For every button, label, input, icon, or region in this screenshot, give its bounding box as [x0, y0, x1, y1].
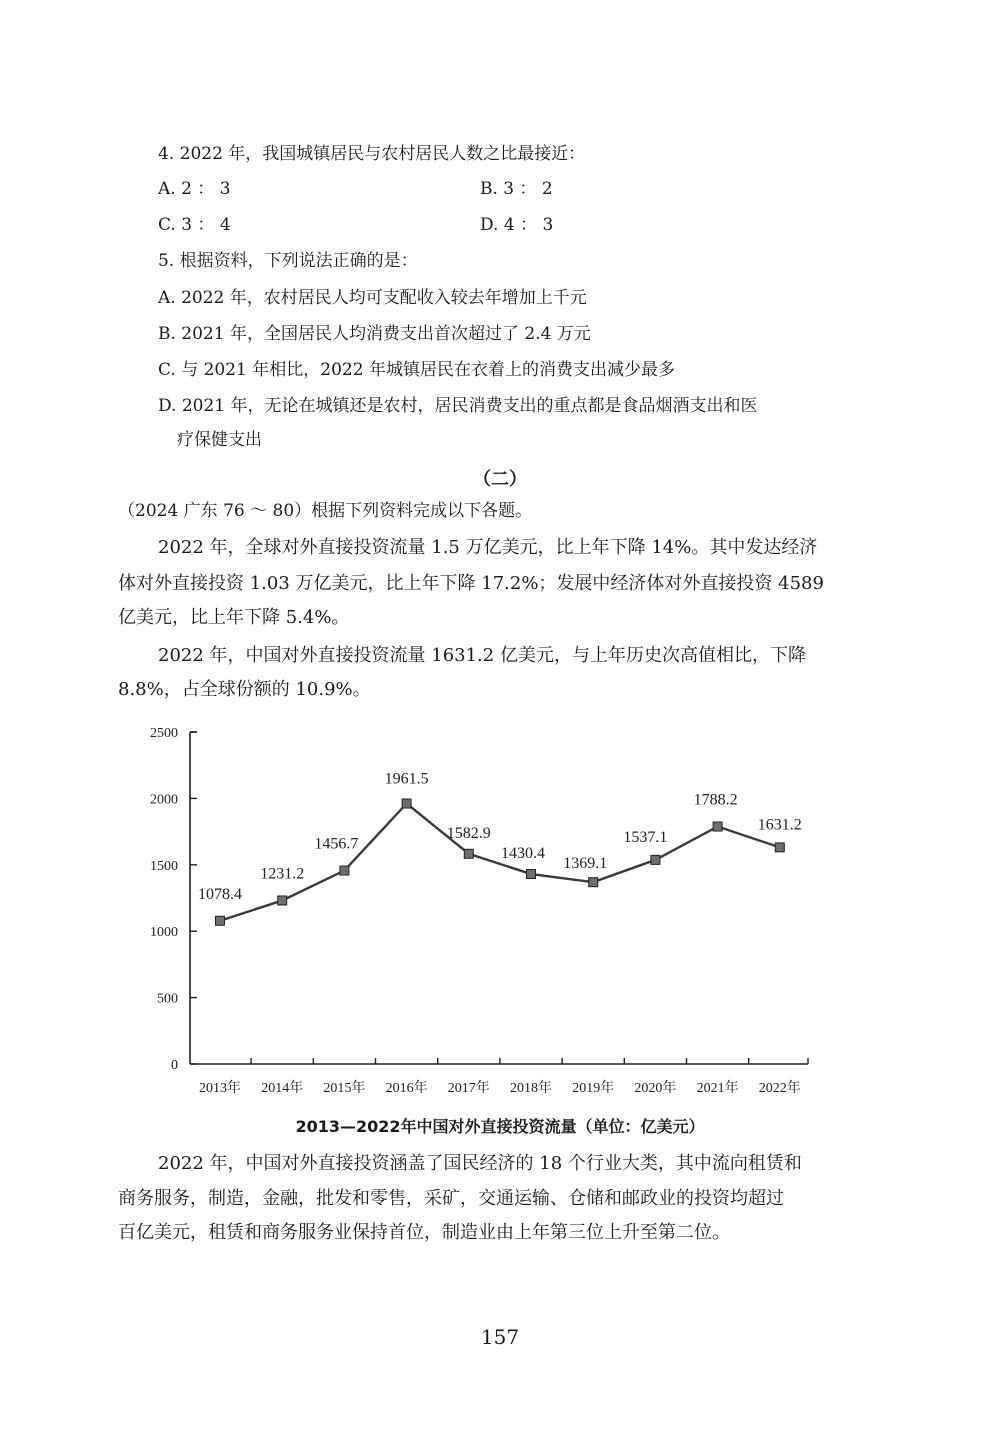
data-point-2013年: [216, 916, 225, 925]
page-number: 157: [480, 1325, 520, 1349]
y-tick-label: 1000: [150, 925, 178, 941]
para2-line2: 8.8%，占全球份额的 10.9%。: [118, 679, 371, 700]
q4-option-b: B. 3 ： 2: [480, 179, 553, 199]
x-tick-label: 2016年: [385, 1081, 428, 1096]
y-tick-label: 2000: [150, 792, 178, 808]
para2-line1: 2022 年，中国对外直接投资流量 1631.2 亿美元，与上年历史次高值相比，下降: [158, 645, 806, 666]
q5-option-a: A. 2022 年，农村居民人均可支配收入较去年增加上千元: [158, 288, 587, 308]
q4-option-a: A. 2 ： 3: [158, 179, 231, 199]
data-point-2017年: [464, 849, 473, 858]
section-source: （2024 广东 76 ～ 80）根据下列资料完成以下各题。: [118, 501, 533, 521]
y-tick-label: 0: [171, 1058, 178, 1073]
x-tick-label: 2022年: [758, 1081, 801, 1096]
data-labels: [198, 771, 802, 903]
para1-line1: 2022 年，全球对外直接投资流量 1.5 万亿美元，比上年下降 14%。其中发达经济: [158, 537, 818, 558]
x-tick-label: 2013年: [199, 1081, 241, 1096]
y-tick-label: 500: [157, 991, 178, 1007]
data-label: 1456.7: [314, 835, 359, 853]
x-tick-label: 2014年: [261, 1081, 304, 1096]
data-label: 1231.2: [260, 865, 305, 883]
data-label: 1631.2: [757, 816, 802, 834]
x-tick-label: 2015年: [323, 1081, 366, 1096]
series-line: [220, 804, 780, 921]
fdi-line-chart: [0, 715, 1000, 1115]
q5-option-b: B. 2021 年，全国居民人均消费支出首次超过了 2.4 万元: [158, 324, 591, 344]
q5-stem: 5. 根据资料，下列说法正确的是：: [158, 251, 418, 271]
q4-option-c: C. 3 ： 4: [158, 215, 231, 235]
section-title: （二）: [473, 469, 527, 490]
data-point-2022年: [775, 843, 784, 852]
x-tick-label: 2019年: [572, 1081, 615, 1096]
x-tick-label: 2021年: [696, 1081, 739, 1096]
para3-line2: 商务服务，制造，金融，批发和零售，采矿，交通运输、仓储和邮政业的投资均超过: [118, 1188, 784, 1209]
q5-option-c: C. 与 2021 年相比，2022 年城镇居民在衣着上的消费支出减少最多: [158, 360, 675, 380]
q4-option-d: D. 4 ： 3: [480, 215, 554, 235]
data-label: 1537.1: [623, 828, 668, 846]
x-axis: [190, 1058, 808, 1096]
data-label: 1582.9: [446, 824, 491, 842]
series-line-group: [216, 799, 785, 925]
data-point-2021年: [713, 822, 722, 831]
data-label: 1078.4: [198, 885, 242, 903]
data-point-2020年: [651, 855, 660, 864]
data-label: 1430.4: [501, 845, 545, 863]
para1-line2: 体对外直接投资 1.03 万亿美元，比上年下降 17.2%；发展中经济体对外直接投资 4589: [118, 573, 824, 594]
x-tick-label: 2020年: [634, 1081, 677, 1096]
data-point-2015年: [340, 866, 349, 875]
q5-option-d: D. 2021 年，无论在城镇还是农村，居民消费支出的重点都是食品烟酒支出和医: [158, 396, 758, 416]
data-label: 1369.1: [563, 855, 608, 873]
data-point-2014年: [278, 896, 287, 905]
q4-stem: 4. 2022 年，我国城镇居民与农村居民人数之比最接近：: [158, 144, 586, 164]
q5-option-d-cont: 疗保健支出: [177, 430, 262, 450]
para3-line1: 2022 年，中国对外直接投资涵盖了国民经济的 18 个行业大类，其中流向租赁和: [158, 1153, 802, 1174]
data-point-2019年: [589, 878, 598, 887]
y-tick-label: 1500: [150, 858, 178, 874]
para1-line3: 亿美元，比上年下降 5.4%。: [118, 607, 350, 628]
x-tick-label: 2018年: [510, 1081, 552, 1096]
data-label: 1961.5: [384, 770, 429, 788]
y-axis: [150, 726, 197, 1073]
data-label: 1788.2: [693, 791, 738, 809]
data-point-2016年: [402, 799, 411, 808]
data-point-2018年: [527, 870, 536, 879]
para3-line3: 百亿美元，租赁和商务服务业保持首位，制造业由上年第三位上升至第二位。: [118, 1222, 730, 1243]
x-tick-label: 2017年: [447, 1081, 490, 1096]
chart-caption: 2013—2022年中国对外直接投资流量（单位：亿美元）: [295, 1117, 705, 1136]
y-tick-label: 2500: [150, 726, 178, 741]
